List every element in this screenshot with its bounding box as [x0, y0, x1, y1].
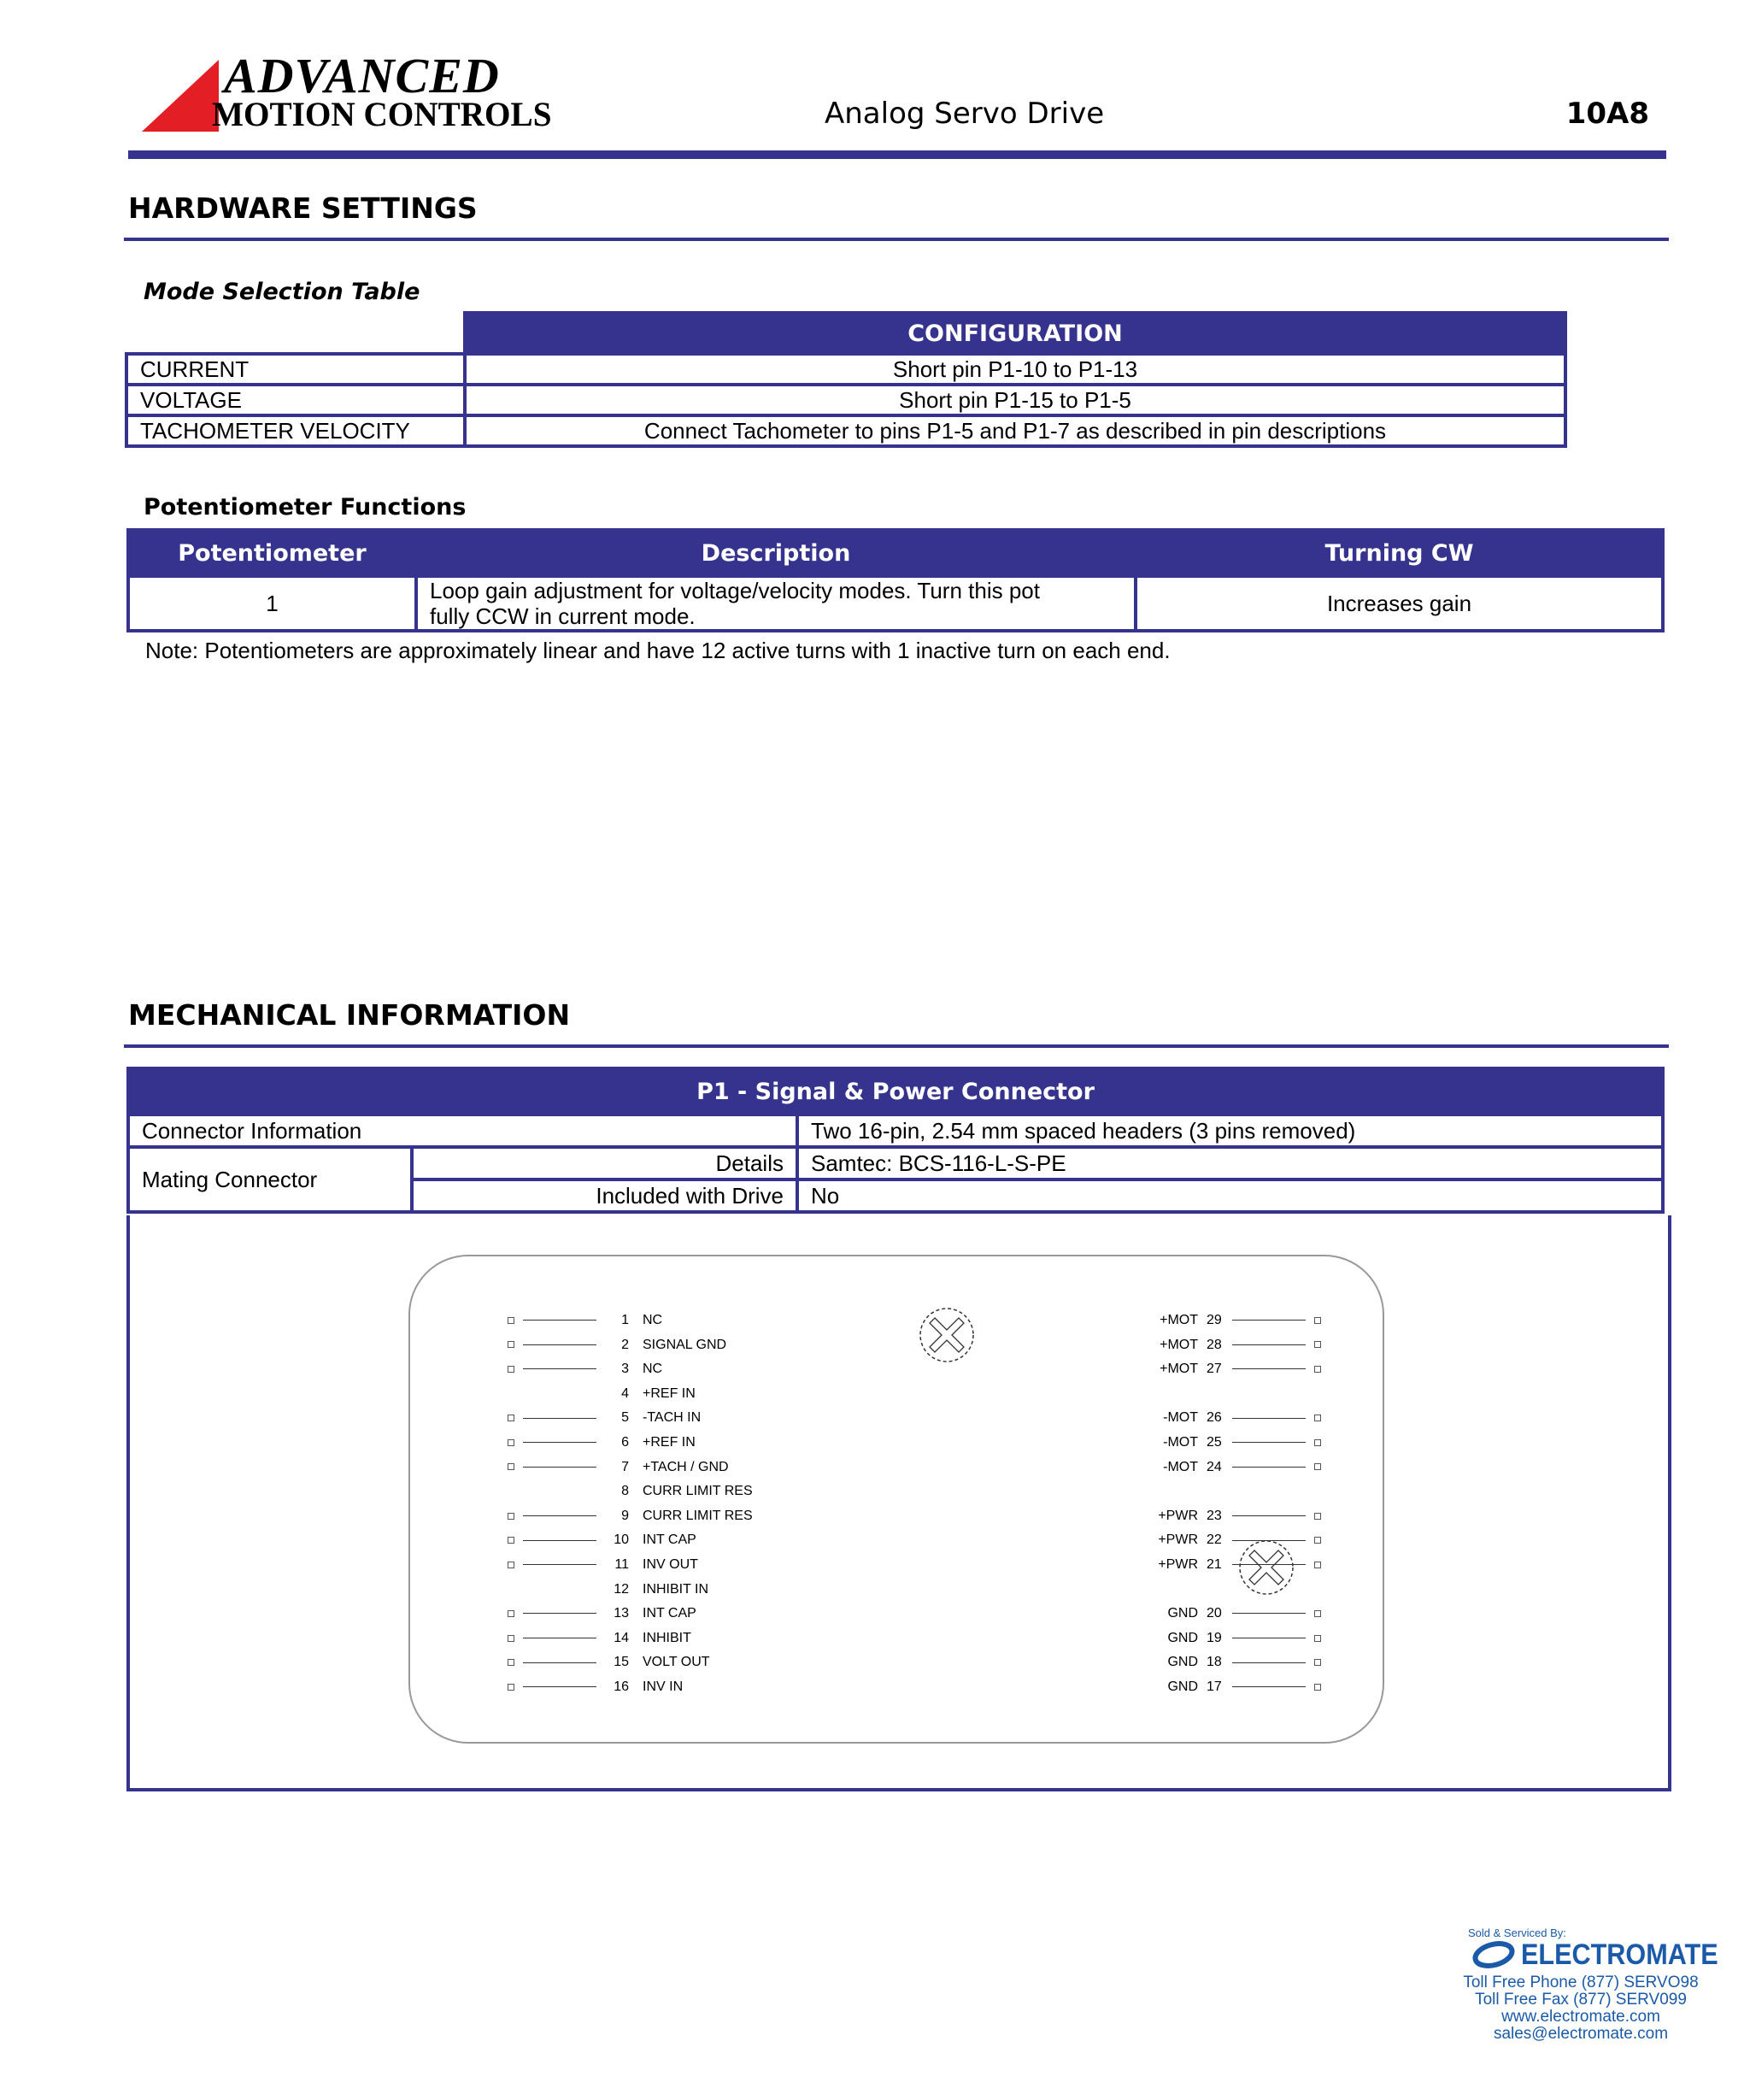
pin-name: +PWR [1158, 1508, 1198, 1523]
pin-number: 6 [621, 1435, 629, 1450]
pin-lead [523, 1540, 596, 1541]
pin-number: 17 [1207, 1679, 1222, 1694]
pin-pad-icon [508, 1610, 514, 1617]
model-number: 10A8 [1565, 97, 1649, 131]
connector-table [126, 1067, 1665, 1214]
section-title-hardware: HARDWARE SETTINGS [128, 191, 478, 225]
pin-name: GND [1167, 1655, 1198, 1670]
electromate-brand: ELECTROMATE [1521, 1938, 1718, 1971]
pin-lead [1232, 1686, 1306, 1687]
pin-number: 26 [1207, 1410, 1222, 1426]
pin-pad-icon [508, 1635, 514, 1642]
pin-number: 2 [621, 1337, 629, 1352]
pin-name: NC [643, 1313, 663, 1327]
pin-pad-icon [508, 1562, 514, 1568]
pin-number: 1 [621, 1313, 629, 1327]
pin-name: +PWR [1158, 1532, 1198, 1548]
mode-selection-table [125, 311, 1567, 448]
connector-pin [1136, 1532, 1321, 1548]
pin-pad-icon [1314, 1317, 1321, 1324]
potentiometer-note: Note: Potentiometers are approximately linear and have 12 active turns with 1 inactive turn on each end. [145, 638, 1171, 663]
pin-lead [523, 1686, 596, 1687]
connector-pin [1136, 1338, 1321, 1353]
pot-description-line-1: Loop gain adjustment for voltage/velocity modes. Turn this pot [430, 578, 1040, 603]
connector-pin [508, 1313, 662, 1328]
pin-number: 28 [1207, 1337, 1222, 1352]
pin-lead [1232, 1662, 1306, 1663]
pin-name: VOLT OUT [643, 1655, 710, 1670]
connector-pin [508, 1679, 683, 1695]
mating-connector-label: Mating Connector [128, 1147, 412, 1212]
pin-pad-icon [1314, 1610, 1321, 1617]
connector-pin [508, 1631, 691, 1646]
pot-number: 1 [128, 576, 416, 631]
pin-name: INHIBIT IN [643, 1581, 709, 1597]
connector-pin [1136, 1362, 1321, 1377]
pin-number: 23 [1207, 1508, 1222, 1523]
pin-number: 5 [621, 1410, 629, 1426]
pin-name: +MOT [1160, 1337, 1198, 1352]
pin-lead [523, 1662, 596, 1663]
connector-pin [508, 1362, 662, 1377]
pin-pad-icon [508, 1341, 514, 1348]
table-row [128, 1115, 1663, 1147]
section-title-mechanical: MECHANICAL INFORMATION [128, 998, 571, 1032]
pin-pad-icon [508, 1684, 514, 1691]
connector-pin [508, 1655, 710, 1670]
pot-header-potentiometer: Potentiometer [128, 530, 416, 576]
pin-pad-icon [508, 1537, 514, 1544]
pin-lead [523, 1467, 596, 1468]
pin-name: GND [1167, 1630, 1198, 1645]
pot-description-line-2: fully CCW in current mode. [430, 603, 696, 629]
pin-name: +PWR [1158, 1557, 1198, 1572]
pin-name: INV IN [643, 1679, 684, 1694]
included-label: Included with Drive [412, 1179, 797, 1212]
footer-email[interactable]: sales@electromate.com [1493, 2025, 1669, 2043]
pin-number: 21 [1207, 1557, 1222, 1572]
connector-table-header: P1 - Signal & Power Connector [128, 1068, 1663, 1115]
pin-name: INV OUT [643, 1557, 698, 1572]
pin-number: 25 [1207, 1435, 1222, 1450]
mode-name: TACHOMETER VELOCITY [126, 415, 465, 446]
pin-name: NC [643, 1362, 663, 1377]
pin-name: +TACH / GND [643, 1459, 729, 1474]
logo-text-motion-controls: MOTION CONTROLS [212, 95, 552, 133]
connector-pin [1136, 1631, 1321, 1646]
pin-number: 16 [614, 1679, 629, 1694]
pin-number: 19 [1207, 1630, 1222, 1645]
pin-name: INHIBIT [643, 1630, 691, 1645]
pin-pad-icon [1314, 1537, 1321, 1544]
pin-name: -MOT [1163, 1410, 1198, 1426]
configuration-header: CONFIGURATION [465, 313, 1565, 354]
connector-pin [1136, 1655, 1321, 1670]
pin-pad-icon [1314, 1562, 1321, 1568]
mode-config: Connect Tachometer to pins P1-5 and P1-7 as described in pin descriptions [465, 415, 1565, 446]
pin-pad-icon [1314, 1463, 1321, 1470]
footer-web[interactable]: www.electromate.com [1501, 2008, 1660, 2026]
connector-pin [1136, 1435, 1321, 1450]
connector-info-label: Connector Information [128, 1115, 797, 1147]
pin-lead [1232, 1515, 1306, 1516]
mode-name: VOLTAGE [126, 385, 465, 415]
pin-number: 12 [614, 1581, 629, 1597]
pin-name: CURR LIMIT RES [643, 1484, 753, 1499]
connector-pin [508, 1410, 701, 1426]
pin-name: +MOT [1160, 1313, 1198, 1327]
pin-lead [523, 1344, 596, 1345]
pin-number: 18 [1207, 1655, 1222, 1670]
pin-lead [523, 1320, 596, 1321]
connector-pin [508, 1557, 698, 1573]
pin-name: +MOT [1160, 1362, 1198, 1377]
connector-pin [1136, 1606, 1321, 1621]
connector-pin [1136, 1313, 1321, 1328]
pin-lead [1232, 1613, 1306, 1614]
empty-header-cell [126, 313, 465, 354]
pin-lead [523, 1368, 596, 1369]
mode-name: CURRENT [126, 354, 465, 385]
pin-number: 11 [614, 1557, 629, 1572]
connector-pin [1136, 1460, 1321, 1475]
pin-lead [523, 1564, 596, 1565]
pin-lead [1232, 1320, 1306, 1321]
sold-by-label: Sold & Serviced By: [1468, 1926, 1566, 1939]
pin-pad-icon [1314, 1415, 1321, 1421]
pin-name: GND [1167, 1679, 1198, 1694]
pin-lead [1232, 1344, 1306, 1345]
pin-name: INT CAP [643, 1532, 696, 1548]
section-rule [124, 1044, 1669, 1048]
pin-lead [523, 1515, 596, 1516]
pin-pad-icon [1314, 1439, 1321, 1446]
potentiometer-functions-title: Potentiometer Functions [144, 494, 467, 521]
mode-config: Short pin P1-15 to P1-5 [465, 385, 1565, 415]
pin-lead [1232, 1564, 1306, 1565]
pin-name: CURR LIMIT RES [643, 1508, 753, 1523]
pin-number: 9 [621, 1508, 629, 1523]
pin-pad-icon [508, 1439, 514, 1446]
pin-name: INT CAP [643, 1606, 696, 1621]
pin-pad-icon [508, 1317, 514, 1324]
pin-number: 7 [621, 1459, 629, 1474]
pin-name: -MOT [1163, 1459, 1198, 1474]
pin-name: GND [1167, 1606, 1198, 1621]
pin-lead [1232, 1540, 1306, 1541]
mounting-hole-icon [918, 1306, 976, 1364]
pin-number: 29 [1207, 1313, 1222, 1327]
pin-number: 14 [614, 1630, 629, 1645]
connector-pin [508, 1484, 753, 1499]
pin-pad-icon [1314, 1635, 1321, 1642]
connector-pin [508, 1532, 696, 1548]
pin-lead [523, 1613, 596, 1614]
pin-number: 10 [614, 1532, 629, 1548]
pin-lead [523, 1418, 596, 1419]
footer-contact [1453, 1974, 1709, 2043]
pot-header-description: Description [416, 530, 1136, 576]
company-logo-triangle [142, 60, 219, 132]
mode-config: Short pin P1-10 to P1-13 [465, 354, 1565, 385]
details-label: Details [412, 1147, 797, 1179]
pin-name: +REF IN [643, 1435, 696, 1450]
pot-turning-cw: Increases gain [1136, 576, 1663, 631]
pin-name: -MOT [1163, 1435, 1198, 1450]
document-title: Analog Servo Drive [825, 97, 1105, 131]
connector-pin [508, 1606, 696, 1621]
pin-pad-icon [1314, 1659, 1321, 1666]
pin-number: 13 [614, 1606, 629, 1621]
pin-number: 20 [1207, 1606, 1222, 1621]
table-row [126, 354, 1565, 385]
pin-number: 22 [1207, 1532, 1222, 1548]
pin-pad-icon [508, 1659, 514, 1666]
pin-pad-icon [508, 1366, 514, 1373]
included-value: No [797, 1179, 1663, 1212]
connector-pin [1136, 1410, 1321, 1426]
pot-header-turning-cw: Turning CW [1136, 530, 1663, 576]
pin-pad-icon [1314, 1366, 1321, 1373]
footer-fax: Toll Free Fax (877) SERV099 [1475, 1991, 1687, 2009]
pin-lead [1232, 1467, 1306, 1468]
table-row [128, 1147, 1663, 1179]
table-row [128, 576, 1663, 631]
pin-number: 8 [621, 1484, 629, 1499]
connector-pin [508, 1338, 726, 1353]
logo-text-advanced: ADVANCED [224, 48, 500, 103]
connector-pin [508, 1582, 708, 1597]
details-value: Samtec: BCS-116-L-S-PE [797, 1147, 1663, 1179]
mode-table-title: Mode Selection Table [144, 279, 420, 305]
header-rule [128, 150, 1666, 159]
pin-pad-icon [1314, 1513, 1321, 1520]
pin-pad-icon [508, 1513, 514, 1520]
table-row [126, 385, 1565, 415]
pin-pad-icon [508, 1415, 514, 1421]
connector-pin [1136, 1679, 1321, 1695]
pin-number: 15 [614, 1655, 629, 1670]
pin-lead [523, 1442, 596, 1443]
pin-number: 27 [1207, 1362, 1222, 1377]
pin-name: -TACH IN [643, 1410, 702, 1426]
footer-phone: Toll Free Phone (877) SERVO98 [1463, 1974, 1699, 1991]
pin-pad-icon [508, 1463, 514, 1470]
connector-info-value: Two 16-pin, 2.54 mm spaced headers (3 pins removed) [797, 1115, 1663, 1147]
connector-pin [508, 1460, 729, 1475]
pin-lead [1232, 1442, 1306, 1443]
connector-pin [508, 1509, 753, 1524]
pin-number: 4 [621, 1385, 629, 1401]
potentiometer-table [126, 528, 1665, 632]
pin-number: 24 [1207, 1459, 1222, 1474]
connector-pin [1136, 1509, 1321, 1524]
pin-pad-icon [1314, 1684, 1321, 1691]
pin-lead [1232, 1368, 1306, 1369]
connector-pin [508, 1435, 696, 1450]
pin-pad-icon [1314, 1341, 1321, 1348]
pot-description [416, 576, 1136, 631]
section-rule [124, 238, 1669, 241]
table-row [126, 415, 1565, 446]
pin-name: SIGNAL GND [643, 1337, 727, 1352]
pin-name: +REF IN [643, 1385, 696, 1401]
connector-pin [1136, 1557, 1321, 1573]
connector-pin [508, 1386, 696, 1402]
pin-lead [1232, 1418, 1306, 1419]
electromate-logo-icon [1471, 1940, 1516, 1969]
pin-number: 3 [621, 1362, 629, 1377]
